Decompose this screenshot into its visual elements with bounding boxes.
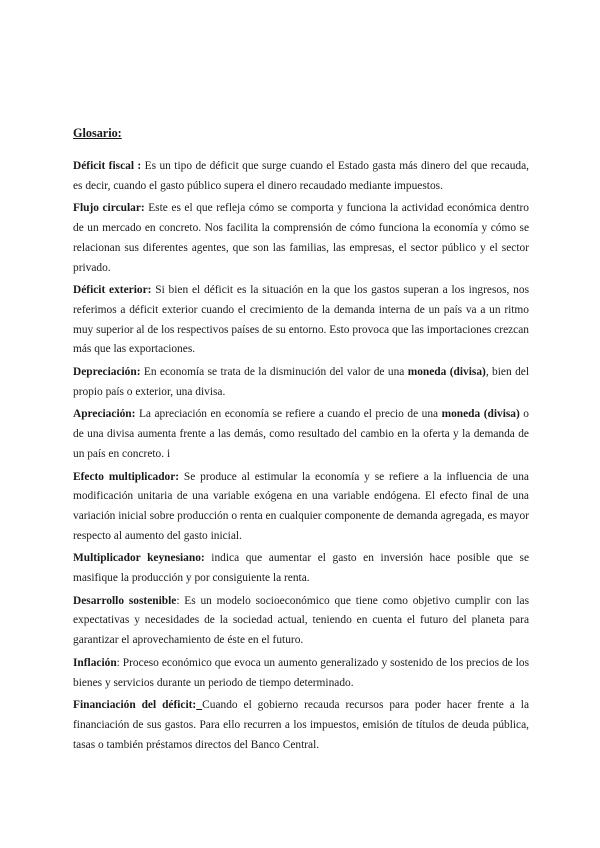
entry-flujo-circular bbox=[73, 199, 529, 278]
definition: o de una divisa aumenta frente a las demás, como resultado del cambio en la oferta y la demanda de un país en concreto. i bbox=[73, 408, 530, 460]
entry-depreciacion bbox=[73, 363, 529, 402]
term: Inflación bbox=[73, 656, 117, 669]
definition: Es un tipo de déficit que surge cuando el Estado gasta más dinero del que recauda, es decir, cuando el gasto público supera el dinero recaudado mediante impuestos. bbox=[73, 160, 529, 192]
entry-apreciacion bbox=[73, 405, 529, 464]
definition: : Es un modelo socioeconómico que tiene como objetivo cumplir con las expectativas y necesidades de la sociedad actual, teniendo en cuenta el futuro del planeta para garantizar el aprovechamiento de éste en el futuro. bbox=[73, 594, 529, 647]
term: Efecto multiplicador: bbox=[73, 470, 180, 483]
definition: Si bien el déficit es la situación en la que los gastos superan a los ingresos, nos referimos a déficit exterior cuando el crecimiento de la demanda interna de un país va a un ritmo muy superior al de los respectivos países de su entorno. Esto provoca que las importaciones crezcan más que las exportaciones. bbox=[73, 284, 530, 356]
definition: , bien del propio país o exterior, una divisa. bbox=[73, 366, 529, 398]
definition: Cuando el gobierno recauda recursos para poder hacer frente a la financiación de sus gastos. Para ello recurren a los impuestos, emisión de títulos de deuda pública, tasas o también préstamos directos del Banco Central. bbox=[73, 699, 529, 751]
entry-desarrollo-sostenible bbox=[73, 592, 529, 651]
glossary-body bbox=[73, 157, 529, 758]
term: Multiplicador keynesiano: bbox=[73, 552, 205, 565]
entry-multiplicador-keynesiano bbox=[73, 549, 529, 588]
term: Déficit fiscal : bbox=[73, 160, 142, 172]
definition: : Proceso económico que evoca un aumento generalizado y sostenido de los precios de los bienes y servicios durante un periodo de tiempo determinado. bbox=[73, 656, 529, 689]
term: Financiación del déficit: bbox=[73, 699, 197, 712]
term: Desarrollo sostenible bbox=[73, 594, 177, 607]
definition: Se produce al estimular la economía y se refiere a la influencia de una modificación unitaria de una variable exógena en una variable endógena. El efecto final de una variación inicial sobre producción o renta en cualquier componente de demanda agregada, es mayor respecto al aumento del gasto inicial. bbox=[73, 470, 529, 542]
definition: indica que aumentar el gasto en inversión hace posible que se masifique la producción y por consiguiente la renta. bbox=[73, 552, 529, 585]
term: Flujo circular: bbox=[73, 202, 145, 215]
entry-deficit-fiscal bbox=[73, 157, 529, 196]
term: Depreciación: bbox=[73, 366, 141, 379]
definition: Este es el que refleja cómo se comporta y funciona la actividad económica dentro de un mercado en concreto. Nos facilita la comprensión de cómo funciona la economía y cómo se relacionan sus diferentes agentes, que son las familias, las empresas, el sector público y el sector privado. bbox=[73, 202, 529, 274]
definition-bold: moneda (divisa) bbox=[441, 408, 520, 421]
entry-efecto-multiplicador bbox=[73, 468, 529, 547]
entry-inflacion bbox=[73, 654, 529, 693]
term: Déficit exterior: bbox=[73, 284, 152, 297]
glossary-title: Glosario: bbox=[73, 126, 122, 140]
definition: En economía se trata de la disminución del valor de una bbox=[140, 366, 408, 379]
term: Apreciación: bbox=[73, 408, 136, 421]
definition-bold: moneda (divisa) bbox=[407, 366, 486, 379]
definition: La apreciación en economía se refiere a cuando el precio de una bbox=[135, 408, 442, 421]
entry-financiacion-deficit bbox=[73, 696, 529, 755]
entry-deficit-exterior bbox=[73, 281, 529, 360]
